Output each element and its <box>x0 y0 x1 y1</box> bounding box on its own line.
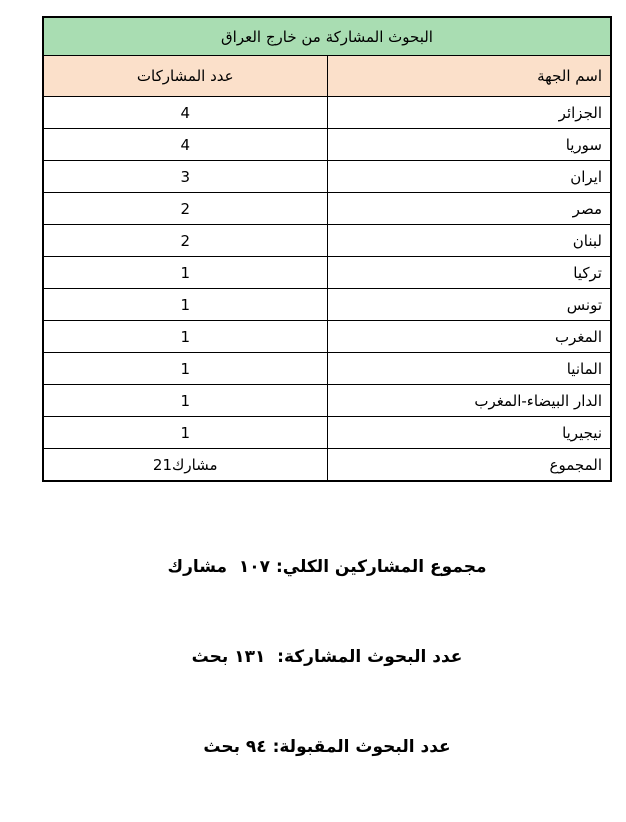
table-title: البحوث المشاركة من خارج العراق <box>43 17 611 56</box>
table-row <box>43 97 611 129</box>
table-total-row <box>43 449 611 482</box>
count-cell: 4 <box>43 129 327 161</box>
table-row <box>43 225 611 257</box>
entity-cell: تركيا <box>327 257 611 289</box>
summary-total-participants: مجموع المشاركين الكلي: ١٠٧ مشارك <box>167 557 487 577</box>
table-title-row <box>43 17 611 56</box>
entity-cell: المغرب <box>327 321 611 353</box>
summary-block <box>42 492 612 822</box>
table-row <box>43 129 611 161</box>
table-row <box>43 417 611 449</box>
count-cell: 1 <box>43 353 327 385</box>
summary-submitted-research: عدد البحوث المشاركة: ١٣١ بحث <box>191 647 463 667</box>
entity-cell: الدار البيضاء-المغرب <box>327 385 611 417</box>
count-cell: 2 <box>43 193 327 225</box>
count-cell: 1 <box>43 385 327 417</box>
table-row <box>43 385 611 417</box>
participation-table <box>42 16 612 482</box>
total-label-cell: المجموع <box>327 449 611 482</box>
header-entity-name: اسم الجهة <box>327 56 611 97</box>
count-cell: 2 <box>43 225 327 257</box>
entity-cell: تونس <box>327 289 611 321</box>
table-row <box>43 193 611 225</box>
summary-accepted-research: عدد البحوث المقبولة: ٩٤ بحث <box>203 737 451 757</box>
entity-cell: سوريا <box>327 129 611 161</box>
total-count-cell: مشارك21 <box>43 449 327 482</box>
entity-cell: لبنان <box>327 225 611 257</box>
header-participation-count: عدد المشاركات <box>43 56 327 97</box>
table-row <box>43 321 611 353</box>
entity-cell: الجزائر <box>327 97 611 129</box>
count-cell: 1 <box>43 289 327 321</box>
table-row <box>43 257 611 289</box>
table-row <box>43 353 611 385</box>
count-cell: 1 <box>43 321 327 353</box>
table-row <box>43 161 611 193</box>
count-cell: 1 <box>43 257 327 289</box>
entity-cell: ايران <box>327 161 611 193</box>
count-cell: 3 <box>43 161 327 193</box>
entity-cell: المانيا <box>327 353 611 385</box>
entity-cell: نيجيريا <box>327 417 611 449</box>
count-cell: 1 <box>43 417 327 449</box>
table-row <box>43 289 611 321</box>
table-header-row <box>43 56 611 97</box>
participation-table-container <box>42 16 612 482</box>
entity-cell: مصر <box>327 193 611 225</box>
count-cell: 4 <box>43 97 327 129</box>
